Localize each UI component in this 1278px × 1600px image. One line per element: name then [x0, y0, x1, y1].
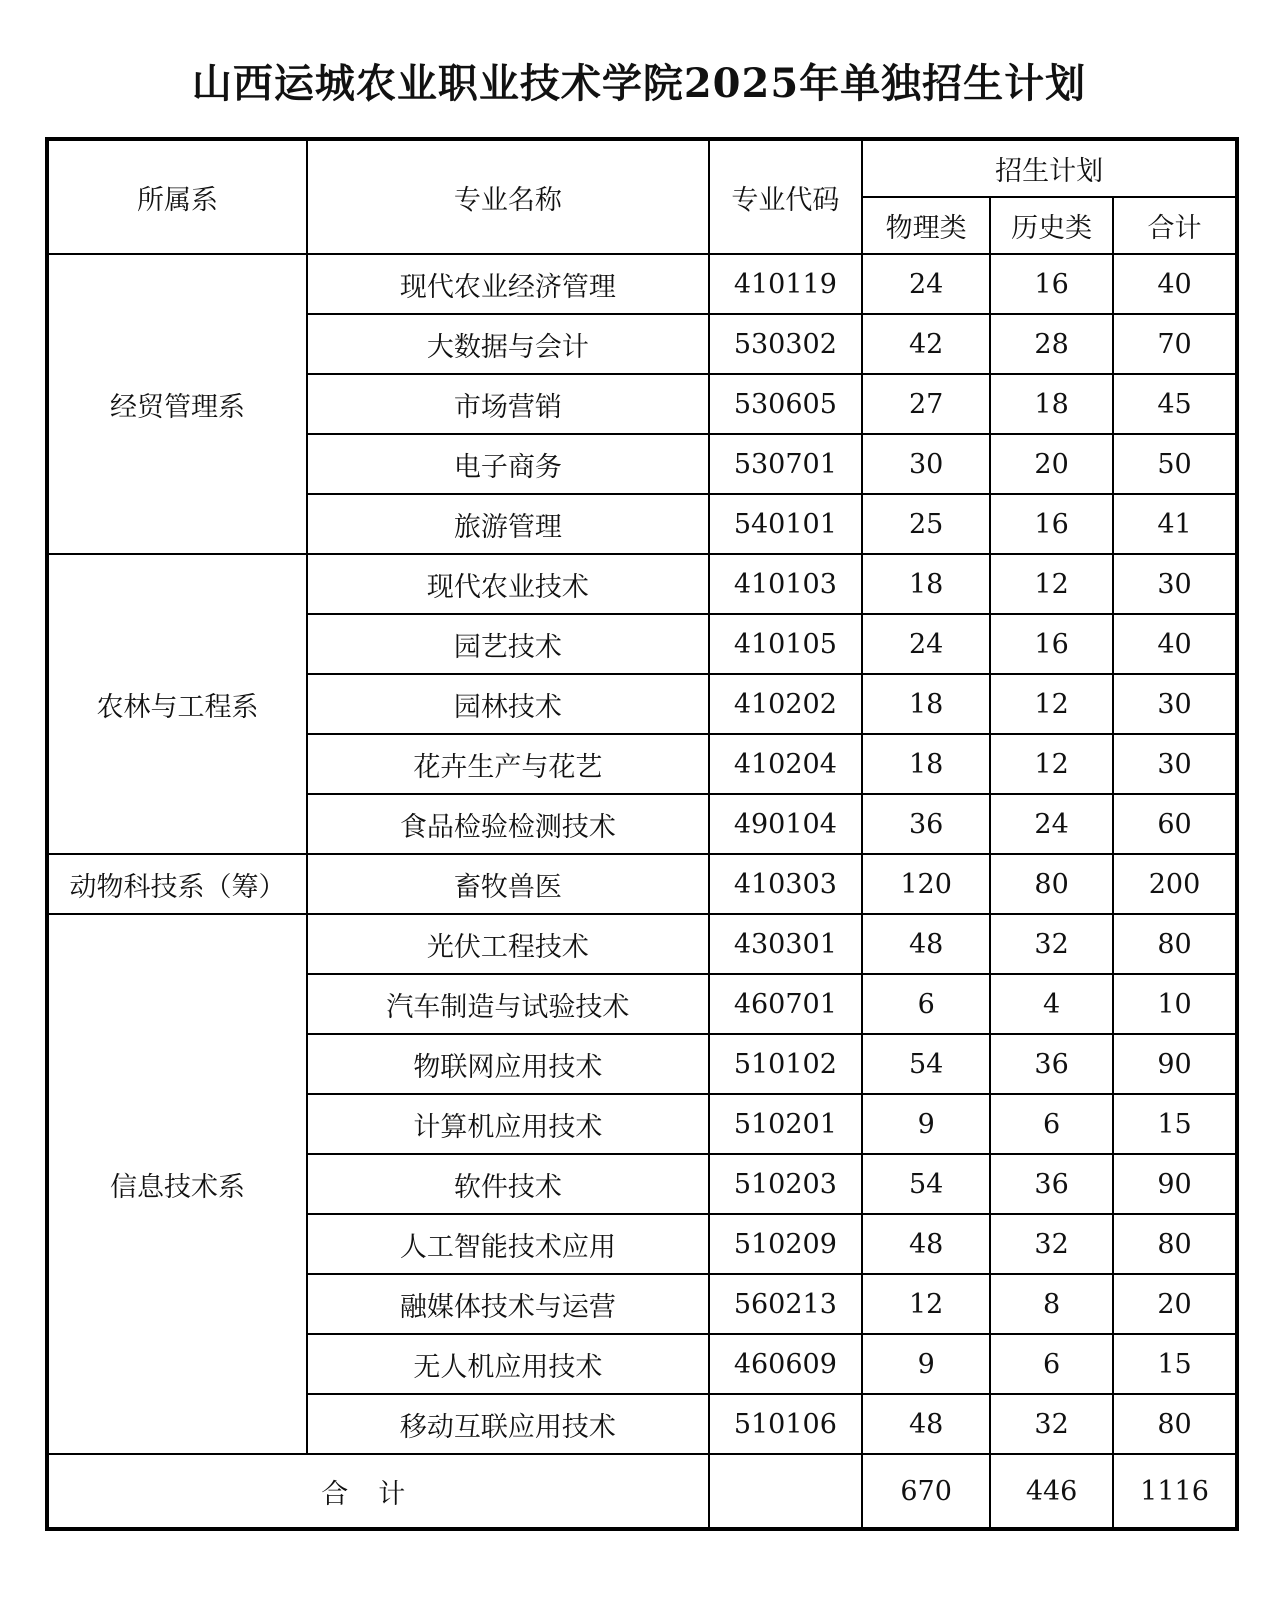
total-cell: 41: [1113, 494, 1237, 554]
history-cell: 18: [990, 374, 1113, 434]
history-cell: 8: [990, 1274, 1113, 1334]
code-cell: 460701: [709, 974, 863, 1034]
physics-cell: 48: [862, 1394, 990, 1454]
code-cell: 410105: [709, 614, 863, 674]
history-cell: 12: [990, 734, 1113, 794]
total-cell: 30: [1113, 554, 1237, 614]
total-cell: 20: [1113, 1274, 1237, 1334]
enrollment-plan-table: [45, 137, 1239, 1531]
history-cell: 24: [990, 794, 1113, 854]
major-cell: 无人机应用技术: [307, 1334, 708, 1394]
total-cell: 30: [1113, 734, 1237, 794]
code-cell: 490104: [709, 794, 863, 854]
major-cell: 物联网应用技术: [307, 1034, 708, 1094]
physics-cell: 42: [862, 314, 990, 374]
table-row: [47, 854, 1237, 914]
header-history: 历史类: [990, 197, 1113, 254]
total-cell: 80: [1113, 914, 1237, 974]
total-cell: 200: [1113, 854, 1237, 914]
major-cell: 移动互联应用技术: [307, 1394, 708, 1454]
code-cell: 510201: [709, 1094, 863, 1154]
code-cell: 530605: [709, 374, 863, 434]
total-cell: 90: [1113, 1154, 1237, 1214]
total-cell: 60: [1113, 794, 1237, 854]
table-row: [47, 914, 1237, 974]
physics-cell: 25: [862, 494, 990, 554]
major-cell: 花卉生产与花艺: [307, 734, 708, 794]
physics-cell: 48: [862, 914, 990, 974]
physics-cell: 18: [862, 734, 990, 794]
physics-cell: 24: [862, 614, 990, 674]
summary-total: 1116: [1113, 1454, 1237, 1529]
major-cell: 市场营销: [307, 374, 708, 434]
history-cell: 12: [990, 674, 1113, 734]
history-cell: 20: [990, 434, 1113, 494]
total-cell: 15: [1113, 1094, 1237, 1154]
major-cell: 人工智能技术应用: [307, 1214, 708, 1274]
total-cell: 50: [1113, 434, 1237, 494]
history-cell: 6: [990, 1094, 1113, 1154]
dept-cell: 经贸管理系: [47, 254, 307, 554]
history-cell: 36: [990, 1034, 1113, 1094]
physics-cell: 18: [862, 674, 990, 734]
history-cell: 16: [990, 614, 1113, 674]
code-cell: 560213: [709, 1274, 863, 1334]
summary-label: 合计: [47, 1454, 709, 1529]
dept-cell: 信息技术系: [47, 914, 307, 1454]
major-cell: 光伏工程技术: [307, 914, 708, 974]
code-cell: 530701: [709, 434, 863, 494]
code-cell: 510209: [709, 1214, 863, 1274]
history-cell: 6: [990, 1334, 1113, 1394]
summary-code-empty: [709, 1454, 863, 1529]
physics-cell: 54: [862, 1154, 990, 1214]
dept-cell: 动物科技系（筹）: [47, 854, 307, 914]
header-total: 合计: [1113, 197, 1237, 254]
major-cell: 园林技术: [307, 674, 708, 734]
history-cell: 36: [990, 1154, 1113, 1214]
code-cell: 510102: [709, 1034, 863, 1094]
summary-row: [47, 1454, 1237, 1529]
total-cell: 30: [1113, 674, 1237, 734]
major-cell: 食品检验检测技术: [307, 794, 708, 854]
total-cell: 10: [1113, 974, 1237, 1034]
dept-cell: 农林与工程系: [47, 554, 307, 854]
history-cell: 16: [990, 254, 1113, 314]
code-cell: 430301: [709, 914, 863, 974]
total-cell: 45: [1113, 374, 1237, 434]
history-cell: 4: [990, 974, 1113, 1034]
code-cell: 530302: [709, 314, 863, 374]
total-cell: 15: [1113, 1334, 1237, 1394]
table-header: [47, 139, 1237, 254]
history-cell: 16: [990, 494, 1113, 554]
header-physics: 物理类: [862, 197, 990, 254]
major-cell: 现代农业经济管理: [307, 254, 708, 314]
history-cell: 32: [990, 1394, 1113, 1454]
table-body: [47, 254, 1237, 1454]
header-code: 专业代码: [709, 139, 863, 254]
code-cell: 410204: [709, 734, 863, 794]
physics-cell: 54: [862, 1034, 990, 1094]
code-cell: 510203: [709, 1154, 863, 1214]
physics-cell: 9: [862, 1094, 990, 1154]
physics-cell: 120: [862, 854, 990, 914]
physics-cell: 9: [862, 1334, 990, 1394]
physics-cell: 27: [862, 374, 990, 434]
major-cell: 旅游管理: [307, 494, 708, 554]
major-cell: 现代农业技术: [307, 554, 708, 614]
total-cell: 90: [1113, 1034, 1237, 1094]
major-cell: 大数据与会计: [307, 314, 708, 374]
history-cell: 80: [990, 854, 1113, 914]
major-cell: 畜牧兽医: [307, 854, 708, 914]
history-cell: 28: [990, 314, 1113, 374]
physics-cell: 6: [862, 974, 990, 1034]
total-cell: 70: [1113, 314, 1237, 374]
code-cell: 510106: [709, 1394, 863, 1454]
page-title: 山西运城农业职业技术学院2025年单独招生计划: [191, 60, 1087, 107]
history-cell: 32: [990, 914, 1113, 974]
code-cell: 540101: [709, 494, 863, 554]
major-cell: 园艺技术: [307, 614, 708, 674]
table-row: [47, 554, 1237, 614]
header-major: 专业名称: [307, 139, 708, 254]
total-cell: 80: [1113, 1394, 1237, 1454]
physics-cell: 48: [862, 1214, 990, 1274]
major-cell: 汽车制造与试验技术: [307, 974, 708, 1034]
total-cell: 40: [1113, 254, 1237, 314]
total-cell: 80: [1113, 1214, 1237, 1274]
total-cell: 40: [1113, 614, 1237, 674]
history-cell: 12: [990, 554, 1113, 614]
major-cell: 计算机应用技术: [307, 1094, 708, 1154]
physics-cell: 12: [862, 1274, 990, 1334]
summary-history: 446: [990, 1454, 1113, 1529]
code-cell: 410119: [709, 254, 863, 314]
code-cell: 410202: [709, 674, 863, 734]
physics-cell: 36: [862, 794, 990, 854]
major-cell: 融媒体技术与运营: [307, 1274, 708, 1334]
physics-cell: 24: [862, 254, 990, 314]
physics-cell: 18: [862, 554, 990, 614]
major-cell: 软件技术: [307, 1154, 708, 1214]
code-cell: 410103: [709, 554, 863, 614]
code-cell: 410303: [709, 854, 863, 914]
major-cell: 电子商务: [307, 434, 708, 494]
summary-physics: 670: [862, 1454, 990, 1529]
physics-cell: 30: [862, 434, 990, 494]
header-plan: 招生计划: [862, 139, 1237, 197]
table-footer: [47, 1454, 1237, 1529]
code-cell: 460609: [709, 1334, 863, 1394]
header-dept: 所属系: [47, 139, 307, 254]
table-row: [47, 254, 1237, 314]
history-cell: 32: [990, 1214, 1113, 1274]
